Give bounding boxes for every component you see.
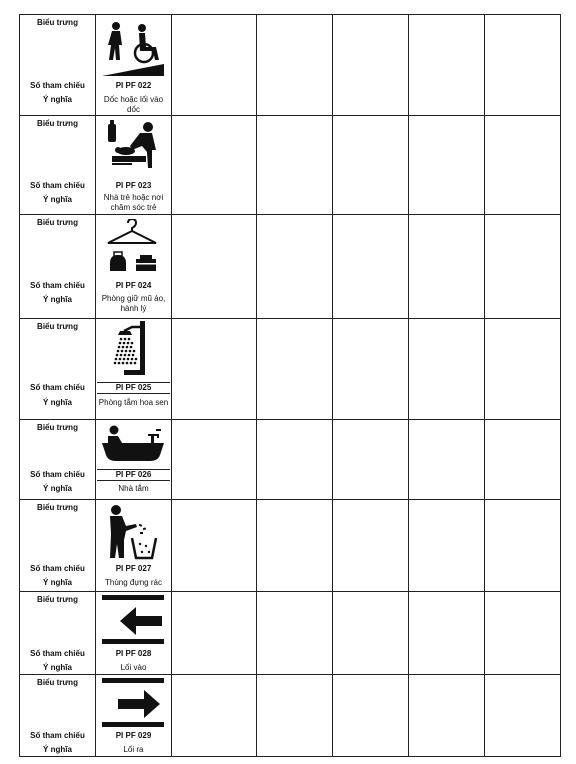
- meaning-text: Nhà tắm: [118, 484, 149, 493]
- meaning-label: Ý nghĩa: [43, 578, 72, 587]
- ramp-wheelchair-icon: [102, 20, 164, 76]
- table-row: [20, 15, 561, 116]
- meaning-text: Nhà trẻ hoặc nơi chăm sóc trẻ: [103, 193, 164, 212]
- reference-code: PI PF 025: [97, 382, 170, 394]
- table-row: [20, 675, 561, 757]
- empty-cell: [172, 15, 257, 116]
- empty-cell: [333, 500, 409, 592]
- waste-bin-icon: [102, 504, 164, 560]
- reference-code: PI PF 028: [115, 649, 152, 658]
- empty-cell: [333, 675, 409, 757]
- baby-care-icon: [102, 120, 164, 170]
- empty-cell: [409, 15, 485, 116]
- symbol-label: Biểu trưng: [37, 18, 78, 27]
- shower-icon: [102, 321, 164, 377]
- meaning-text: Lối vào: [120, 663, 147, 672]
- label-cell: [20, 592, 96, 675]
- symbol-cell: [96, 319, 172, 420]
- reference-label: Số tham chiếu: [30, 81, 85, 90]
- meaning-text: Phòng tắm hoa sen: [98, 398, 169, 407]
- empty-cell: [485, 420, 561, 500]
- entrance-arrow-icon: [102, 595, 164, 645]
- reference-label: Số tham chiếu: [30, 470, 85, 479]
- reference-label: Số tham chiếu: [30, 649, 85, 658]
- meaning-text: Lối ra: [123, 745, 144, 754]
- table-row: [20, 592, 561, 675]
- reference-code: PI PF 027: [115, 564, 152, 573]
- reference-code: PI PF 029: [115, 731, 152, 740]
- empty-cell: [257, 116, 333, 215]
- table-row: [20, 215, 561, 319]
- symbol-label: Biểu trưng: [37, 423, 78, 432]
- reference-code: PI PF 023: [115, 181, 152, 190]
- symbol-cell: [96, 215, 172, 319]
- empty-cell: [257, 592, 333, 675]
- label-cell: [20, 420, 96, 500]
- meaning-label: Ý nghĩa: [43, 484, 72, 493]
- empty-cell: [333, 116, 409, 215]
- empty-cell: [333, 15, 409, 116]
- empty-cell: [172, 592, 257, 675]
- empty-cell: [333, 319, 409, 420]
- cloakroom-icon: [102, 219, 164, 275]
- empty-cell: [409, 319, 485, 420]
- table-row: [20, 116, 561, 215]
- empty-cell: [485, 500, 561, 592]
- symbol-table: [19, 14, 561, 757]
- meaning-label: Ý nghĩa: [43, 398, 72, 407]
- empty-cell: [333, 592, 409, 675]
- reference-label: Số tham chiếu: [30, 731, 85, 740]
- empty-cell: [485, 215, 561, 319]
- label-cell: [20, 215, 96, 319]
- empty-cell: [409, 500, 485, 592]
- reference-code: PI PF 026: [97, 469, 170, 481]
- table-row: [20, 420, 561, 500]
- symbol-cell: [96, 420, 172, 500]
- symbol-label: Biểu trưng: [37, 503, 78, 512]
- empty-cell: [172, 420, 257, 500]
- symbol-cell: [96, 116, 172, 215]
- reference-label: Số tham chiếu: [30, 281, 85, 290]
- exit-arrow-icon: [102, 678, 164, 728]
- empty-cell: [333, 420, 409, 500]
- symbol-label: Biểu trưng: [37, 322, 78, 331]
- meaning-text: Thùng đựng rác: [105, 578, 162, 587]
- reference-code: PI PF 024: [115, 281, 152, 290]
- empty-cell: [409, 420, 485, 500]
- reference-label: Số tham chiếu: [30, 181, 85, 190]
- empty-cell: [409, 215, 485, 319]
- empty-cell: [409, 592, 485, 675]
- empty-cell: [172, 319, 257, 420]
- symbol-cell: [96, 592, 172, 675]
- symbol-cell: [96, 15, 172, 116]
- meaning-label: Ý nghĩa: [43, 745, 72, 754]
- empty-cell: [485, 592, 561, 675]
- bathtub-icon: [102, 423, 164, 463]
- table-row: [20, 500, 561, 592]
- empty-cell: [409, 116, 485, 215]
- meaning-label: Ý nghĩa: [43, 195, 72, 204]
- meaning-label: Ý nghĩa: [43, 95, 72, 104]
- label-cell: [20, 15, 96, 116]
- empty-cell: [409, 675, 485, 757]
- reference-label: Số tham chiếu: [30, 383, 85, 392]
- empty-cell: [172, 500, 257, 592]
- symbol-label: Biểu trưng: [37, 595, 78, 604]
- symbol-cell: [96, 500, 172, 592]
- meaning-label: Ý nghĩa: [43, 295, 72, 304]
- label-cell: [20, 116, 96, 215]
- table-row: [20, 319, 561, 420]
- empty-cell: [485, 675, 561, 757]
- meaning-text: Dốc hoặc lối vào dốc: [103, 95, 164, 114]
- symbol-cell: [96, 675, 172, 757]
- empty-cell: [257, 215, 333, 319]
- empty-cell: [257, 500, 333, 592]
- label-cell: [20, 319, 96, 420]
- label-cell: [20, 675, 96, 757]
- empty-cell: [333, 215, 409, 319]
- empty-cell: [172, 215, 257, 319]
- empty-cell: [485, 116, 561, 215]
- symbol-label: Biểu trưng: [37, 218, 78, 227]
- empty-cell: [485, 319, 561, 420]
- label-cell: [20, 500, 96, 592]
- empty-cell: [172, 675, 257, 757]
- empty-cell: [257, 319, 333, 420]
- meaning-text: Phòng giữ mũ áo, hành lý: [101, 294, 166, 313]
- empty-cell: [485, 15, 561, 116]
- reference-code: PI PF 022: [115, 81, 152, 90]
- meaning-label: Ý nghĩa: [43, 663, 72, 672]
- reference-label: Số tham chiếu: [30, 564, 85, 573]
- empty-cell: [172, 116, 257, 215]
- symbol-label: Biểu trưng: [37, 678, 78, 687]
- empty-cell: [257, 675, 333, 757]
- empty-cell: [257, 420, 333, 500]
- symbol-label: Biểu trưng: [37, 119, 78, 128]
- empty-cell: [257, 15, 333, 116]
